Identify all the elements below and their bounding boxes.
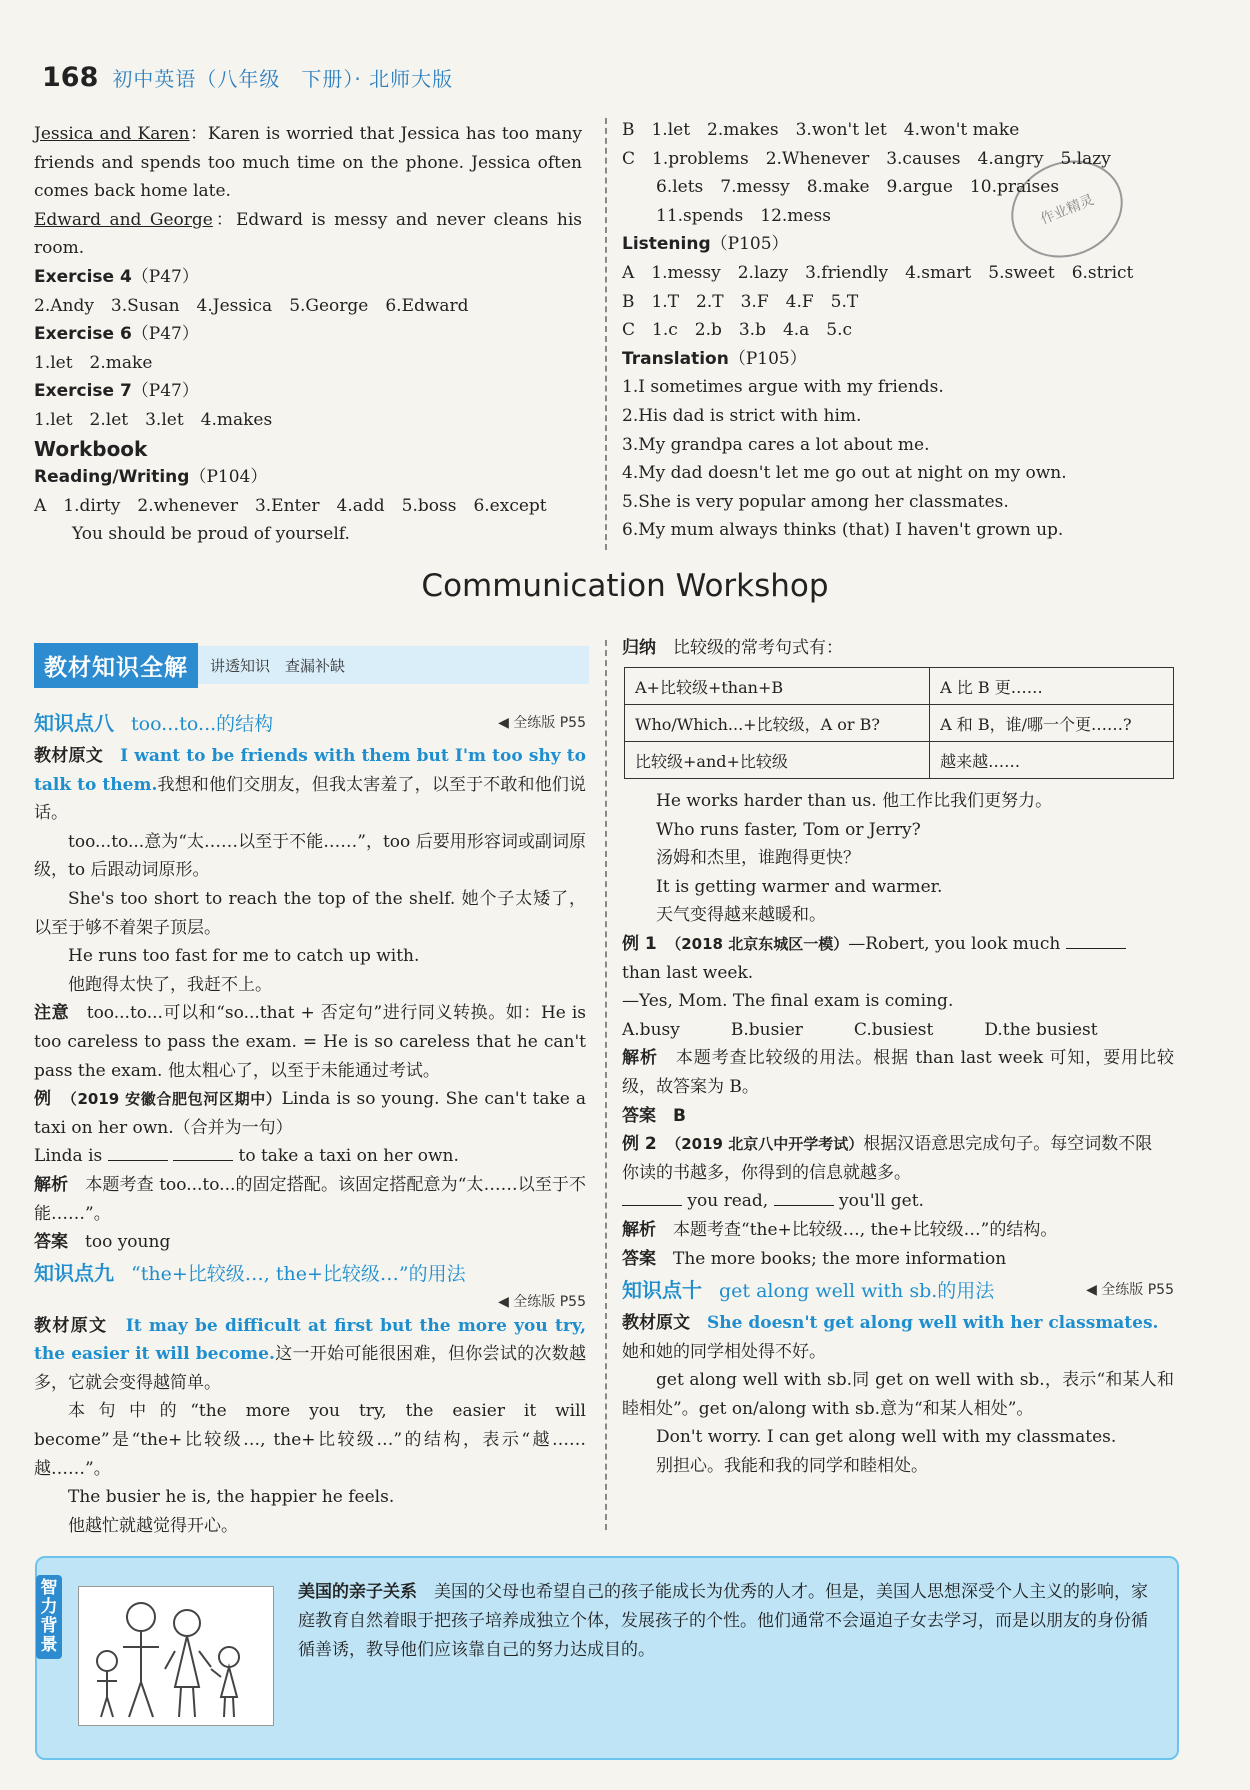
translation-5: 5.She is very popular among her classmates. (622, 491, 1009, 512)
summary-s1: He works harder than us. 他工作比我们更努力。 (656, 791, 1053, 811)
ex2-cn: 你读的书越多，你得到的信息就越多。 (622, 1162, 911, 1183)
exercise-6-heading: Exercise 6（P47） (34, 324, 199, 345)
summary-s2: Who runs faster, Tom or Jerry? (656, 819, 921, 840)
summary-s4: It is getting warmer and warmer. (656, 876, 943, 897)
table-row: Who/Which...+比较级，A or B? A 和 B，谁/哪一个更……? (625, 705, 1174, 742)
ex1-answer: 答案 B (622, 1105, 686, 1126)
k9-ref-row: ◀ 全练版 P55 (498, 1293, 586, 1310)
answers-c1: C 1.problems 2.Whenever 3.causes 4.angry 5.lazy (622, 148, 1111, 169)
ex1-q2: than last week. (622, 962, 754, 983)
k8-question: Linda is to take a taxi on her own. (34, 1142, 586, 1171)
translation-2: 2.His dad is strict with him. (622, 405, 862, 426)
comparison-table (624, 667, 1174, 779)
answers-c2: 6.lets 7.messy 8.make 9.argue 10.praises (656, 177, 1060, 198)
exercise-4-heading: Exercise 4（P47） (34, 266, 199, 287)
k8-note: 注意 too...to...可以和“so...that + 否定句”进行同义转换。如：He is too careless to pass the exam. = He is so careless that he can't pass the exam. 他太粗心了，以至于未能通过考试。 (34, 1003, 586, 1081)
ex1-question: 例 1 （2018 北京东城区一模）—Robert, you look much (622, 930, 1174, 959)
table-row: A+比较级+than+B A 比 B 更…… (625, 668, 1174, 705)
reading-writing-a: A 1.dirty 2.whenever 3.Enter 4.add 5.boss 6.except (34, 495, 547, 516)
stamp-text: 作业精灵 (1038, 192, 1097, 228)
k9-source: 教材原文 It may be difficult at first but the more you try, the easier it will become.这一开始可能很困难，但你尝试的次数越多，它就会变得越简单。 (34, 1315, 587, 1393)
answers-left (34, 120, 582, 549)
k10-source: 教材原文 She doesn't get along well with her classmates. (622, 1313, 1159, 1334)
family-illustration (78, 1586, 274, 1726)
exercise-4-answers: 2.Andy 3.Susan 4.Jessica 5.George 6.Edward (34, 295, 469, 316)
answer-blank (774, 1187, 834, 1206)
k9-p1: 本句中的“the more you try, the easier it will become”是“the+比较级…, the+比较级…”的结构，表示“越……越……”。 (34, 1401, 586, 1479)
banner-sub: 讲透知识 查漏补缺 (198, 646, 589, 684)
k10-p3: 别担心。我能和我的同学和睦相处。 (656, 1456, 928, 1477)
translation-3: 3.My grandpa cares a lot about me. (622, 434, 930, 455)
k10-p1: get along well with sb.同 get on well with sb.，表示“和某人和睦相处”。get on/along with sb.意为“和某人相处”。 (622, 1370, 1174, 1419)
answer-blank (622, 1187, 682, 1206)
listening-b: B 1.T 2.T 3.F 4.F 5.T (622, 291, 859, 312)
page-number: 168 (42, 62, 99, 93)
summary-heading: 归纳 比较级的常考句式有： (622, 638, 843, 658)
ex2-blanks: you read, you'll get. (622, 1187, 1174, 1216)
answer-blank (108, 1142, 168, 1161)
k8-answer: 答案 too young (34, 1232, 171, 1253)
page-header (42, 62, 453, 98)
exercise-7-heading: Exercise 7（P47） (34, 381, 199, 402)
exercise-6-answers: 1.let 2.make (34, 352, 153, 373)
ex1-options: A.busy B.busier C.busiest D.the busiest (622, 1019, 1098, 1040)
answer-blank (173, 1142, 233, 1161)
answers-b: B 1.let 2.makes 3.won't let 4.won't make (622, 120, 1020, 140)
background-side-label: 智力背景 (36, 1575, 62, 1659)
k8-p4: 他跑得太快了，我赶不上。 (68, 974, 272, 995)
translation-4: 4.My dad doesn't let me go out at night on my own. (622, 463, 1067, 484)
ex1-q3: —Yes, Mom. The final exam is coming. (622, 991, 954, 1012)
k9-p3: 他越忙就越觉得开心。 (68, 1515, 238, 1536)
k8-analysis: 解析 本题考查 too...to...的固定搭配。该固定搭配意为“太……以至于不能……”。 (34, 1174, 587, 1224)
listening-heading: Listening（P105） (622, 234, 789, 255)
answer-blank (1066, 930, 1126, 949)
summary-s3: 汤姆和杰里，谁跑得更快？ (656, 848, 860, 869)
k10-heading: 知识点十 get along well with sb.的用法 ◀ 全练版 P55 (622, 1273, 1174, 1309)
lower-right (622, 787, 1174, 1481)
k10-p2: Don't worry. I can get along well with my classmates. (656, 1427, 1117, 1448)
reading-writing-a2: You should be proud of yourself. (72, 524, 350, 545)
column-divider-bottom (605, 640, 607, 1530)
table-row: 比较级+and+比较级 越来越…… (625, 742, 1174, 779)
k8-p1: too...to...意为“太……以至于不能……”，too 后要用形容词或副词原级，to 后跟动词原形。 (34, 831, 586, 881)
k9-p2: The busier he is, the happier he feels. (68, 1487, 395, 1508)
k8-source: 教材原文 I want to be friends with them but I'm too shy to talk to them.我想和他们交朋友，但我太害羞了，以至于不敢和他们说话。 (34, 746, 586, 824)
answers-right (622, 116, 1182, 545)
ex1-analysis: 解析 本题考查比较级的用法。根据 than last week 可知，要用比较级，故答案为 B。 (622, 1048, 1175, 1097)
k9-heading: 知识点九 “the+比较级…, the+比较级…”的用法 (34, 1260, 466, 1285)
listening-c: C 1.c 2.b 3.b 4.a 5.c (622, 320, 853, 341)
background-text: 美国的亲子关系 美国的父母也希望自己的孩子能成长为优秀的人才。但是，美国人思想深受个人主义的影响，家庭教育自然着眼于把孩子培养成独立个体，发展孩子的个性。他们通常不会逼迫子女去学习，而是以朋友的身份循循善诱，教导他们应该靠自己的努力达成目的。 (298, 1582, 1148, 1660)
jessica-karen: Jessica and Karen：Karen is worried that Jessica has too many friends and spends too much time on the phone. Jessica often comes back home late. (34, 124, 582, 202)
k8-example: 例 （2019 安徽合肥包河区期中）Linda is so young. She can't take a taxi on her own.（合并为一句） (34, 1089, 587, 1138)
ex2-question: 例 2 （2019 北京八中开学考试）根据汉语意思完成句子。每空词数不限 (622, 1134, 1153, 1155)
column-divider-top (605, 118, 607, 550)
translation-6: 6.My mum always thinks (that) I haven't grown up. (622, 520, 1064, 541)
edward-george: Edward and George：Edward is messy and never cleans his room. (34, 209, 582, 259)
lower-left (34, 706, 586, 1540)
k8-p2: She's too short to reach the top of the shelf. 她个子太矮了，以至于够不着架子顶层。 (34, 888, 586, 938)
background-title: 美国的亲子关系 (298, 1582, 417, 1602)
section-title: Communication Workshop (421, 568, 829, 604)
ex2-analysis: 解析 本题考查“the+比较级…, the+比较级…”的结构。 (622, 1219, 1058, 1240)
translation-heading: Translation（P105） (622, 348, 807, 369)
reading-writing-heading: Reading/Writing（P104） (34, 467, 268, 488)
k8-heading: 知识点八 too...to...的结构 ◀ 全练版 P55 (34, 706, 586, 742)
banner-main: 教材知识全解 (34, 643, 198, 688)
answers-c3: 11.spends 12.mess (656, 205, 831, 226)
knowledge-banner (34, 640, 589, 690)
k10-source-cn: 她和她的同学相处得不好。 (622, 1341, 826, 1362)
book-title: 初中英语（八年级 下册）· 北师大版 (112, 67, 454, 91)
k8-ref: ◀ 全练版 P55 (498, 715, 586, 731)
k8-p3: He runs too fast for me to catch up with. (68, 946, 420, 967)
k10-ref: ◀ 全练版 P55 (1086, 1282, 1174, 1299)
workbook-heading: Workbook (34, 436, 148, 461)
listening-a: A 1.messy 2.lazy 3.friendly 4.smart 5.sweet 6.strict (622, 262, 1134, 283)
ex2-answer: 答案 The more books; the more information (622, 1248, 1007, 1269)
summary-s5: 天气变得越来越暖和。 (656, 905, 826, 926)
exercise-7-answers: 1.let 2.let 3.let 4.makes (34, 409, 273, 430)
translation-1: 1.I sometimes argue with my friends. (622, 377, 944, 398)
